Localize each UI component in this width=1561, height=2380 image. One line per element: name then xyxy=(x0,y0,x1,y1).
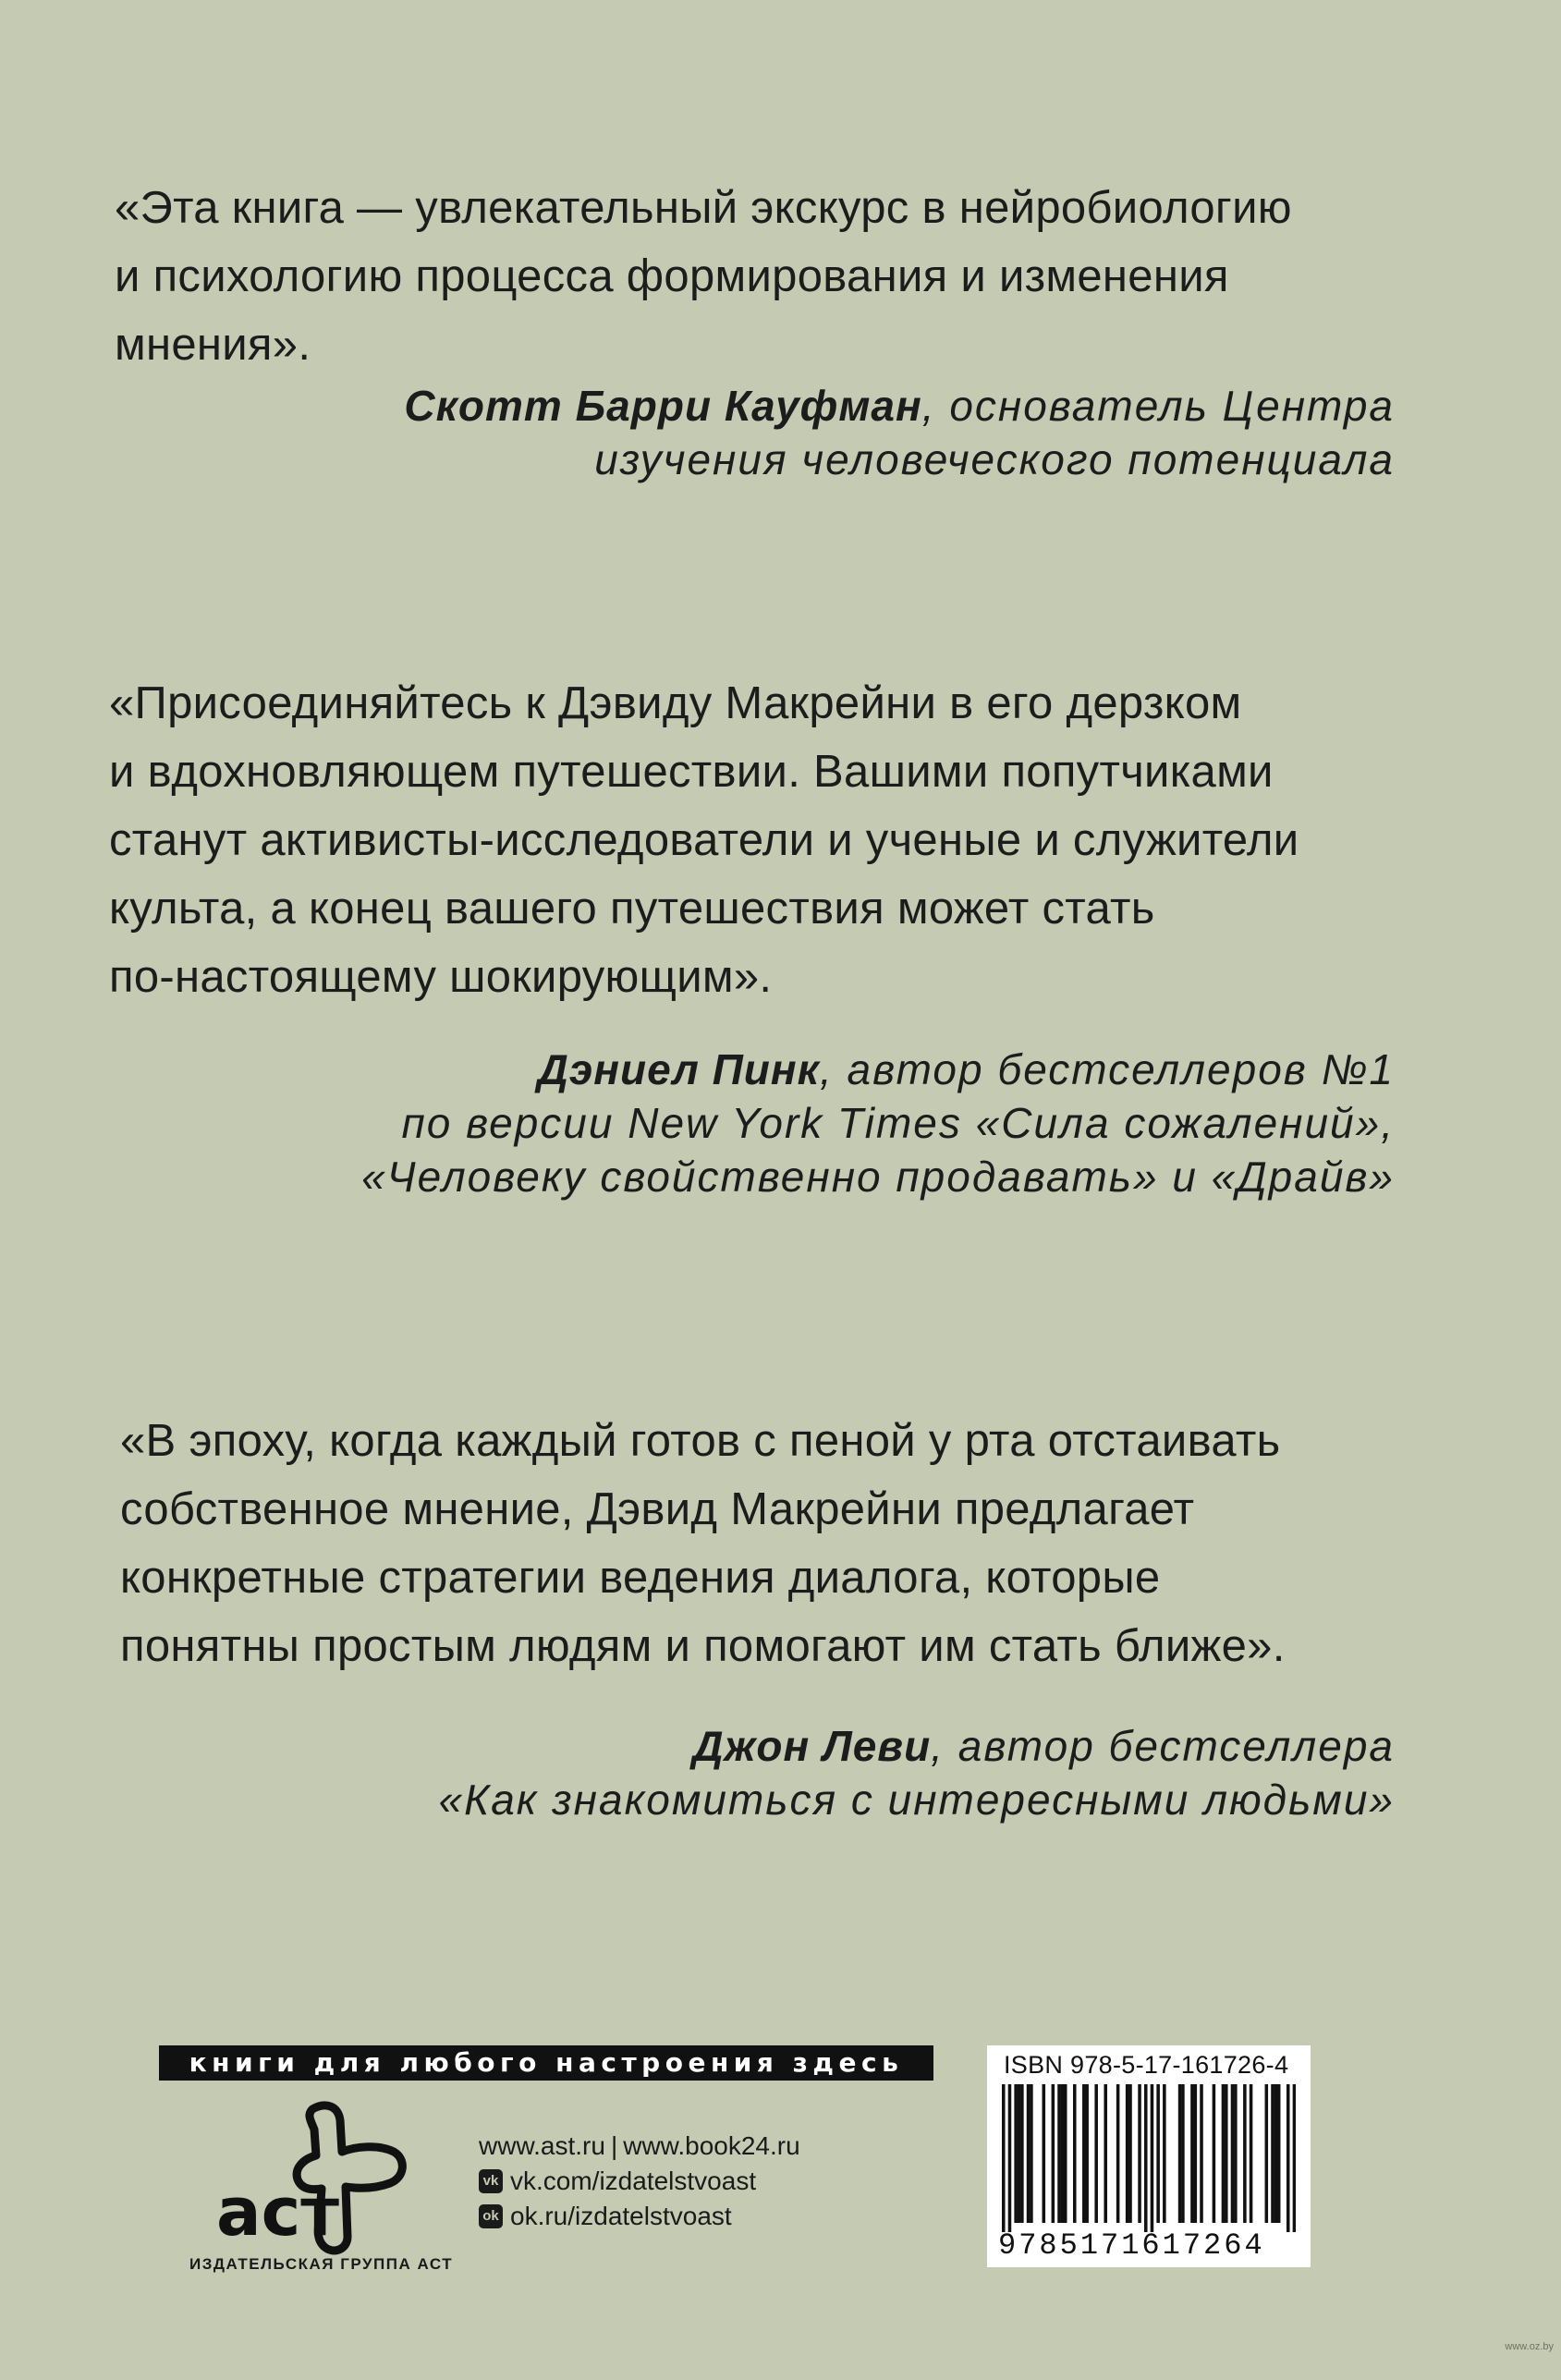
barcode-bar xyxy=(1234,2084,1238,2223)
barcode-bar xyxy=(1156,2084,1160,2223)
barcode-bar xyxy=(1128,2084,1132,2223)
barcode-bar xyxy=(1225,2084,1228,2223)
quote-2-line-5: по-настоящему шокирующим». xyxy=(109,952,773,1002)
barcode-bar xyxy=(1027,2084,1031,2223)
ast-logo xyxy=(176,2098,453,2264)
ok-icon: ok xyxy=(479,2204,503,2228)
barcode-bar xyxy=(1250,2084,1253,2223)
quote-3-line-1: «В эпоху, когда каждый готов с пеной у рта отстаивать xyxy=(120,1416,1281,1466)
barcode-bar xyxy=(1085,2084,1089,2223)
quote-2-author: Дэниел Пинк xyxy=(537,1045,820,1093)
quote-1-line-1: «Эта книга — увлекательный экскурс в нейробиологию xyxy=(115,183,1292,233)
link-separator: | xyxy=(610,2131,618,2160)
barcode-bar xyxy=(1274,2084,1278,2223)
tagline-banner: книги для любого настроения здесь xyxy=(159,2045,933,2081)
barcode-bar xyxy=(1030,2084,1033,2223)
quote-2 xyxy=(109,669,1421,1011)
barcode-bar xyxy=(1163,2084,1166,2223)
isbn-label: ISBN 978-5-17-161726-4 xyxy=(1004,2051,1289,2079)
barcode-bar xyxy=(1043,2084,1046,2223)
quote-3-attribution xyxy=(439,1719,1395,1826)
barcode-bar xyxy=(1104,2084,1107,2223)
quote-1-line-2: и психологию процесса формирования и изменения xyxy=(115,251,1229,301)
barcode-bar xyxy=(1222,2084,1226,2223)
quote-2-line-2: и вдохновляющем путешествии. Вашими попутчиками xyxy=(109,747,1274,797)
publisher-links xyxy=(479,2129,800,2234)
barcode-bar xyxy=(1018,2084,1021,2223)
quote-1 xyxy=(115,174,1409,379)
barcode-bar xyxy=(1020,2084,1024,2223)
quote-2-line-4: культа, а конец вашего путешествия может стать xyxy=(109,884,1155,934)
isbn-barcode-box xyxy=(987,2045,1311,2267)
barcode-bar xyxy=(1287,2084,1290,2232)
barcode-bar xyxy=(1181,2084,1185,2223)
site-link-book24[interactable]: www.book24.ru xyxy=(623,2131,800,2160)
vk-icon: vk xyxy=(479,2169,503,2193)
barcode-bar xyxy=(1277,2084,1281,2223)
quote-1-line-3: мнения». xyxy=(115,320,311,370)
site-link-ast[interactable]: www.ast.ru xyxy=(479,2131,605,2160)
barcode-bar xyxy=(1064,2084,1067,2223)
barcode-bar xyxy=(1144,2084,1148,2232)
quote-1-author: Скотт Барри Кауфман xyxy=(404,382,922,430)
logo-lettering: аст xyxy=(216,2173,339,2251)
quote-2-role-line-3: «Человеку свойственно продавать» и «Драйв» xyxy=(361,1153,1395,1201)
barcode-bar xyxy=(1265,2084,1269,2223)
vk-link[interactable]: vk.com/izdatelstvoast xyxy=(510,2166,757,2195)
watermark: www.oz.by xyxy=(1505,2341,1554,2352)
barcode-bar xyxy=(1057,2084,1061,2223)
barcode-bar xyxy=(1014,2084,1018,2223)
barcode-bar xyxy=(1178,2084,1182,2223)
barcode-bar xyxy=(1190,2084,1194,2223)
barcode-bar xyxy=(1231,2084,1235,2223)
quote-3-line-4: понятны простым людям и помогают им стать ближе». xyxy=(120,1621,1286,1671)
barcode-bar xyxy=(1151,2084,1154,2232)
barcode-bar xyxy=(1082,2084,1086,2223)
barcode-bar xyxy=(1126,2084,1129,2223)
quote-1-role-line-1: , основатель Центра xyxy=(921,382,1395,430)
barcode-bar xyxy=(1271,2084,1274,2223)
barcode-bar xyxy=(1200,2084,1203,2223)
barcode-digits: 9785171617264 xyxy=(998,2228,1265,2263)
quote-3-role-line-2: «Как знакомиться с интересными людьми» xyxy=(438,1776,1395,1824)
quote-3-line-3: конкретные стратегии ведения диалога, которые xyxy=(120,1553,1161,1603)
barcode-bar xyxy=(1052,2084,1055,2223)
barcode-bar xyxy=(1138,2084,1141,2223)
quote-2-attribution xyxy=(361,1043,1395,1203)
quote-2-line-1: «Присоединяйтесь к Дэвиду Макрейни в его дерзком xyxy=(109,678,1242,728)
quote-2-role-line-2: по версии New York Times «Сила сожалений», xyxy=(401,1099,1395,1147)
barcode-bar xyxy=(1293,2084,1296,2232)
quote-2-role-line-1: , автор бестселлеров №1 xyxy=(819,1045,1395,1093)
barcode-bar xyxy=(1073,2084,1077,2223)
ok-link[interactable]: ok.ru/izdatelstvoast xyxy=(510,2202,732,2230)
quote-3-author: Джон Леви xyxy=(692,1722,932,1770)
barcode-icon xyxy=(1002,2084,1296,2232)
barcode-bar xyxy=(1002,2084,1006,2232)
barcode-bar xyxy=(1243,2084,1247,2223)
barcode-bar xyxy=(1213,2084,1216,2223)
quote-2-line-3: станут активисты-исследователи и ученые и служители xyxy=(109,815,1299,865)
quote-1-role-line-2: изучения человеческого потенциала xyxy=(594,435,1395,483)
quote-3-role-line-1: , автор бестселлера xyxy=(931,1722,1395,1770)
publisher-name: ИЗДАТЕЛЬСКАЯ ГРУППА АСТ xyxy=(189,2255,454,2273)
barcode-bar xyxy=(1061,2084,1065,2223)
barcode-bar xyxy=(1094,2084,1098,2223)
barcode-bar xyxy=(1194,2084,1198,2223)
barcode-bar xyxy=(1116,2084,1120,2223)
ast-logo-graphic xyxy=(176,2098,453,2264)
quote-1-attribution xyxy=(404,379,1395,486)
barcode-bar xyxy=(1008,2084,1012,2232)
quote-3-line-2: собственное мнение, Дэвид Макрейни предлагает xyxy=(120,1484,1195,1534)
quote-3 xyxy=(120,1407,1414,1680)
